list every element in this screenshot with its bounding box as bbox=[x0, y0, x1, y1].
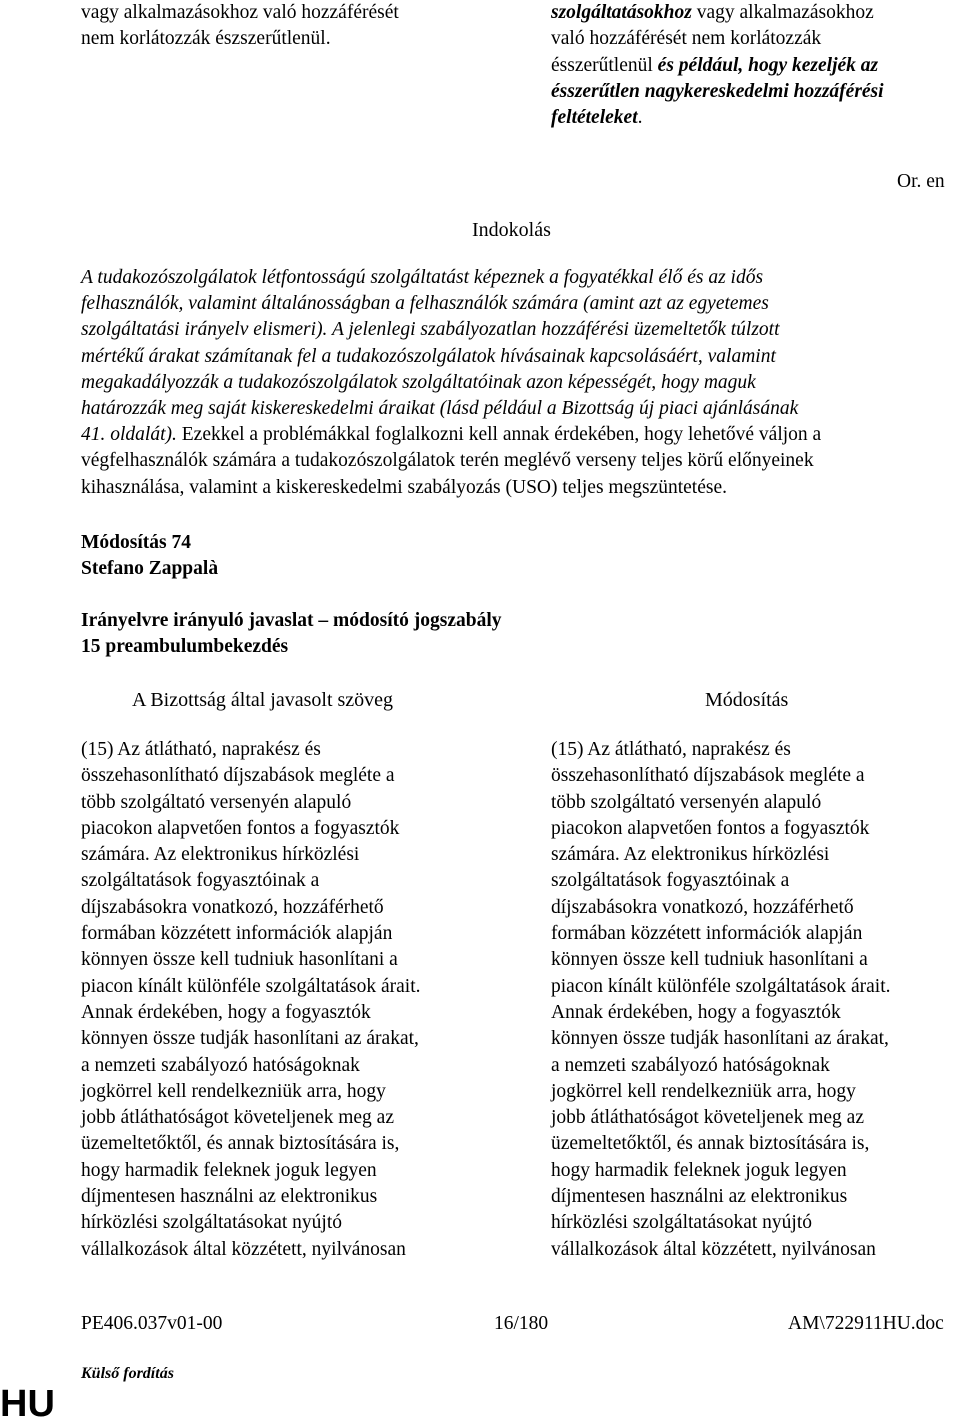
translation-note: Külső fordítás bbox=[81, 1365, 174, 1382]
commission-text-line: jobb átláthatóságot követeljenek meg az bbox=[81, 1107, 394, 1129]
amendment-text-line: üzemeltetőktől, és annak biztosítására is, bbox=[551, 1133, 870, 1155]
amendment-text bbox=[551, 737, 891, 1263]
amendment-text-line: díjmentesen használni az elektronikus bbox=[551, 1186, 848, 1208]
commission-text-line: vállalkozások által közzétett, nyilvánosan bbox=[81, 1238, 406, 1260]
amendment-text-line: Annak érdekében, hogy a fogyasztók bbox=[551, 1001, 841, 1023]
justification-segment: határozzák meg saját kiskereskedelmi áraikat (lásd például a Bizottság új piaci ajánlásának bbox=[81, 398, 799, 420]
justification-segment: A tudakozószolgálatok létfontosságú szolgáltatást képeznek a fogyatékkal élő és az idős bbox=[81, 267, 764, 288]
justification-segment: megakadályozzák a tudakozószolgálatok szolgáltatóinak azon képességét, hogy maguk bbox=[81, 371, 756, 393]
justification-line bbox=[81, 396, 960, 422]
justification-segment: mértékű árakat számítanak fel a tudakozószolgálatok hívásainak kapcsolásáért, valamint bbox=[81, 345, 776, 367]
justification-line bbox=[81, 448, 960, 474]
amendment-text-line: több szolgáltató versenyén alapuló bbox=[551, 791, 822, 813]
amendment-text-line: szolgáltatások fogyasztóinak a bbox=[551, 870, 790, 892]
amendment-text-line: könnyen össze tudják hasonlítani az árakat, bbox=[551, 1028, 889, 1050]
justification-segment: 41. oldalát). bbox=[81, 424, 182, 446]
commission-text-line: díjszabásokra vonatkozó, hozzáférhető bbox=[81, 896, 384, 918]
amendment-text-line: könnyen össze kell tudniuk hasonlítani a bbox=[551, 949, 868, 971]
amendment-text-line: piacon kínált különféle szolgáltatások árait. bbox=[551, 975, 891, 997]
justification-line bbox=[81, 422, 960, 448]
commission-text-line: hírközlési szolgáltatásokat nyújtó bbox=[81, 1212, 343, 1234]
commission-text-line: könnyen össze tudják hasonlítani az árakat, bbox=[81, 1028, 419, 1050]
commission-text-line: (15) Az átlátható, naprakész és bbox=[81, 739, 321, 760]
justification-line bbox=[81, 370, 960, 396]
top-left-line: nem korlátozzák észszerűtlenül. bbox=[81, 28, 331, 50]
amendment-text-line: vállalkozások által közzétett, nyilvánosan bbox=[551, 1238, 876, 1260]
amendment-text-line: jogkörrel kell rendelkezniük arra, hogy bbox=[551, 1080, 856, 1102]
justification-line bbox=[81, 265, 960, 291]
amendment-text-line: hogy harmadik feleknek joguk legyen bbox=[551, 1159, 847, 1181]
justification-heading: Indokolás bbox=[472, 219, 551, 241]
commission-text-line: jogkörrel kell rendelkezniük arra, hogy bbox=[81, 1080, 386, 1102]
commission-text-header: A Bizottság által javasolt szöveg bbox=[132, 689, 394, 711]
commission-text-line: szolgáltatások fogyasztóinak a bbox=[81, 870, 320, 892]
commission-text-line: üzemeltetőktől, és annak biztosítására is, bbox=[81, 1133, 400, 1155]
original-language: Or. en bbox=[897, 171, 945, 192]
amendment-text-line: számára. Az elektronikus hírközlési bbox=[551, 844, 830, 866]
amendment-text-line: jobb átláthatóságot követeljenek meg az bbox=[551, 1107, 864, 1129]
justification-segment: végfelhasználók számára a tudakozószolgálatok terén meglévő verseny teljes körű előnyeinek bbox=[81, 450, 814, 472]
amendment-number: Módosítás 74 bbox=[81, 532, 191, 553]
justification-line bbox=[81, 475, 960, 501]
justification-line bbox=[81, 291, 960, 317]
amendment-header: Módosítás bbox=[705, 689, 789, 711]
commission-text-line: piacokon alapvetően fontos a fogyasztók bbox=[81, 817, 400, 839]
top-right-line: szolgáltatásokhoz vagy alkalmazásokhoz bbox=[551, 2, 874, 23]
commission-text-line: több szolgáltató versenyén alapuló bbox=[81, 791, 352, 813]
commission-text-line: könnyen össze kell tudniuk hasonlítani a bbox=[81, 949, 398, 971]
justification-segment: Ezekkel a problémákkal foglalkozni kell annak érdekében, hogy lehetővé váljon a bbox=[181, 424, 822, 446]
justification-segment: szolgáltatási irányelv elismeri). A jelenlegi szabályozatlan hozzáférési üzemeltetők túlzott bbox=[81, 319, 780, 341]
amendment-text-line: (15) Az átlátható, naprakész és bbox=[551, 739, 791, 760]
top-right-line: feltételeket. bbox=[551, 107, 643, 129]
top-right-line: ésszerűtlen nagykereskedelmi hozzáférési bbox=[551, 80, 884, 102]
recital-reference: 15 preambulumbekezdés bbox=[81, 636, 289, 657]
amendment-text-line: összehasonlítható díjszabások megléte a bbox=[551, 765, 865, 787]
commission-text-line: piacon kínált különféle szolgáltatások árait. bbox=[81, 975, 421, 997]
justification-line bbox=[81, 344, 960, 370]
justification-line bbox=[81, 317, 960, 343]
top-right-line: ésszerűtlenül és például, hogy kezeljék az bbox=[551, 54, 879, 76]
page-number: 16/180 bbox=[494, 1313, 549, 1334]
amendment-text-line: formában közzétett információk alapján bbox=[551, 923, 863, 945]
amendment-text-line: díjszabásokra vonatkozó, hozzáférhető bbox=[551, 896, 854, 918]
language-code: HU bbox=[0, 1383, 55, 1425]
commission-text-line: formában közzétett információk alapján bbox=[81, 923, 393, 945]
justification-segment: felhasználók, valamint általánosságban a felhasználók számára (amint azt az egyetemes bbox=[81, 293, 769, 315]
amendment-text-line: a nemzeti szabályozó hatóságoknak bbox=[551, 1054, 830, 1076]
amendment-author: Stefano Zappalà bbox=[81, 558, 219, 579]
proposal-title: Irányelvre irányuló javaslat – módosító jogszabály bbox=[81, 610, 502, 631]
justification-text bbox=[81, 265, 960, 501]
amendment-text-line: piacokon alapvetően fontos a fogyasztók bbox=[551, 817, 870, 839]
commission-text-line: számára. Az elektronikus hírközlési bbox=[81, 844, 360, 866]
top-left-line: vagy alkalmazásokhoz való hozzáférését bbox=[81, 2, 399, 23]
document-id: PE406.037v01-00 bbox=[81, 1313, 223, 1334]
justification-segment: kihasználása, valamint a kiskereskedelmi szabályozás (USO) teljes megszüntetése. bbox=[81, 476, 727, 498]
top-right-line: való hozzáférését nem korlátozzák bbox=[551, 28, 822, 50]
amendment-text-line: hírközlési szolgáltatásokat nyújtó bbox=[551, 1212, 813, 1234]
am-reference: AM\722911HU.doc bbox=[788, 1313, 944, 1334]
top-left-text bbox=[81, 0, 399, 53]
commission-text-line: díjmentesen használni az elektronikus bbox=[81, 1186, 378, 1208]
commission-text bbox=[81, 737, 421, 1263]
commission-text-line: hogy harmadik feleknek joguk legyen bbox=[81, 1159, 377, 1181]
commission-text-line: összehasonlítható díjszabások megléte a bbox=[81, 765, 395, 787]
top-right-text bbox=[551, 0, 884, 131]
commission-text-line: a nemzeti szabályozó hatóságoknak bbox=[81, 1054, 360, 1076]
commission-text-line: Annak érdekében, hogy a fogyasztók bbox=[81, 1001, 371, 1023]
